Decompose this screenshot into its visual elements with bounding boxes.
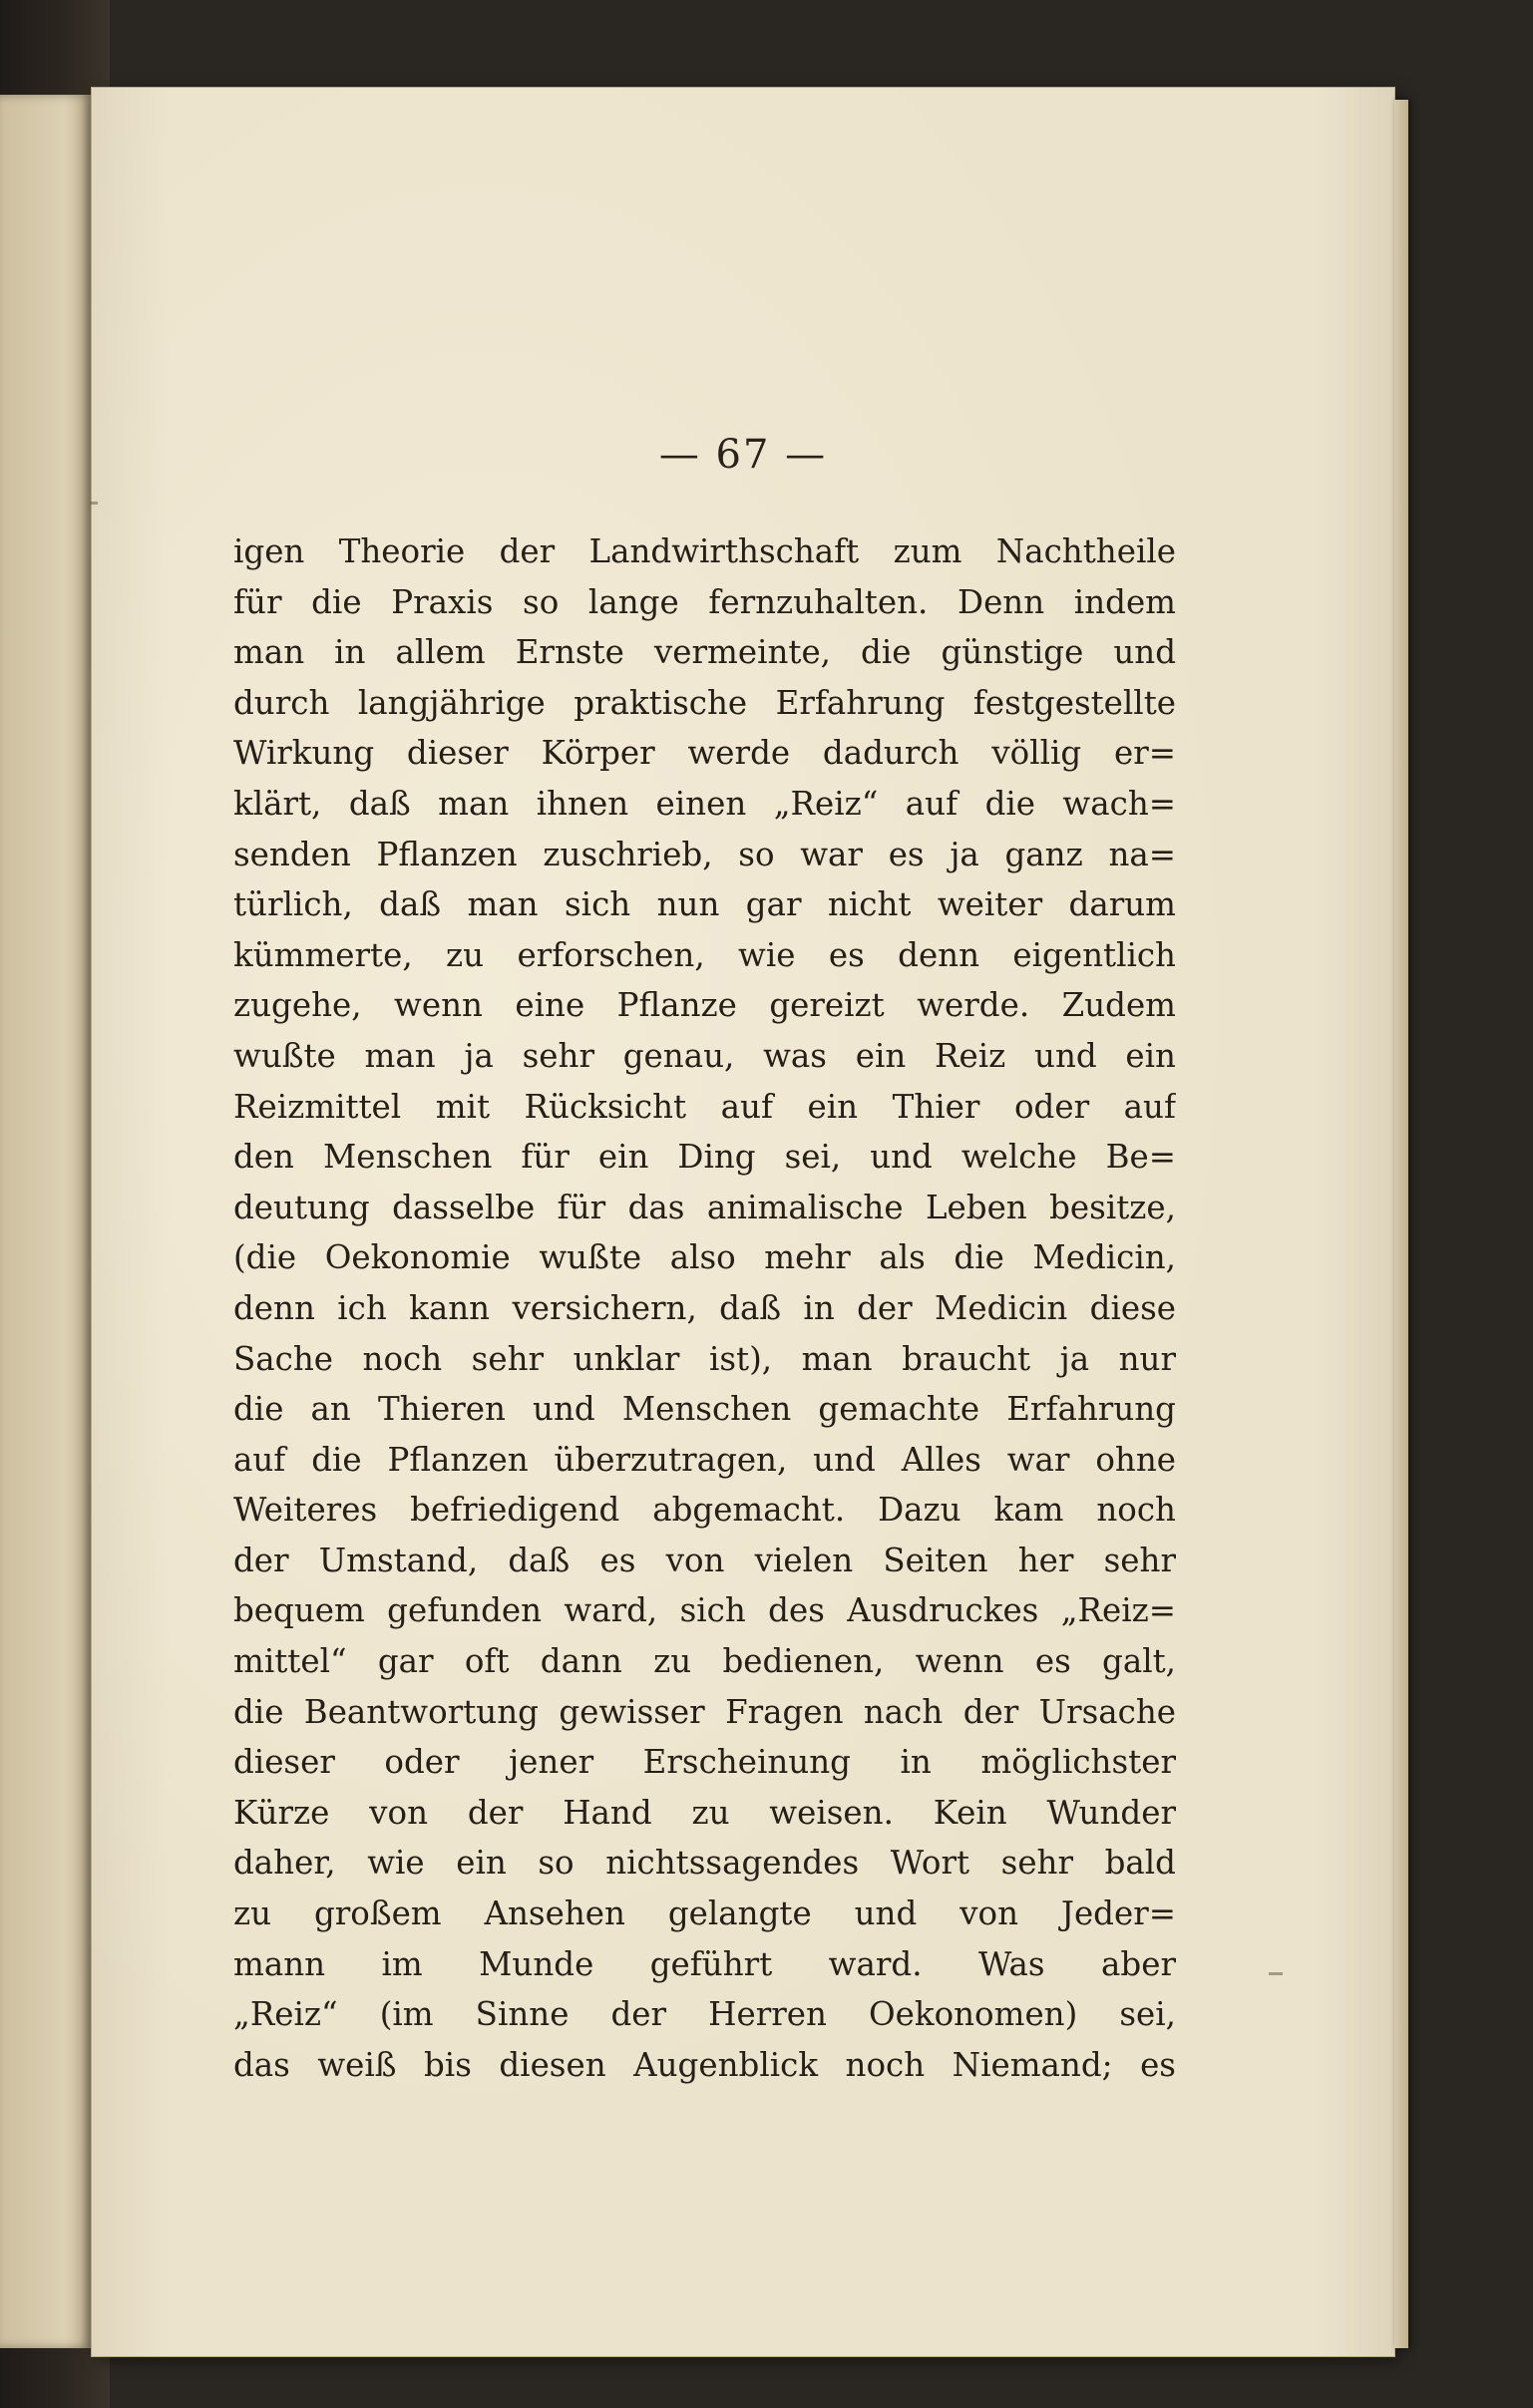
text-line: zu großem Ansehen gelangte und von Jeder= (233, 1894, 1176, 1933)
text-line: „Reiz“ (im Sinne der Herren Oekonomen) sei, (233, 1995, 1176, 2034)
text-line: (die Oekonomie wußte also mehr als die Medicin, (233, 1238, 1176, 1277)
text-line: bequem gefunden ward, sich des Ausdruckes „Reiz= (233, 1591, 1176, 1630)
text-line: denn ich kann versichern, daß in der Medicin diese (233, 1288, 1176, 1327)
text-line: den Menschen für ein Ding sei, und welche Be= (233, 1138, 1176, 1177)
text-line: igen Theorie der Landwirthschaft zum Nachtheile (233, 532, 1176, 570)
text-line: zugehe, wenn eine Pflanze gereizt werde. Zudem (233, 986, 1176, 1025)
text-line: dieser oder jener Erscheinung in möglichster (233, 1743, 1176, 1782)
body-text (233, 526, 1176, 2090)
text-line: der Umstand, daß es von vielen Seiten her sehr (233, 1541, 1176, 1579)
text-line: mittel“ gar oft dann zu bedienen, wenn es galt, (233, 1642, 1176, 1681)
text-line: die Beantwortung gewisser Fragen nach der Ursache (233, 1692, 1176, 1731)
text-line: senden Pflanzen zuschrieb, so war es ja ganz na= (233, 835, 1176, 873)
margin-speck (90, 502, 98, 505)
text-line: daher, wie ein so nichtssagendes Wort sehr bald (233, 1844, 1176, 1883)
text-line: Kürze von der Hand zu weisen. Kein Wunder (233, 1793, 1176, 1832)
text-line: wußte man ja sehr genau, was ein Reiz und ein (233, 1036, 1176, 1075)
facing-page-edge (0, 95, 92, 2348)
text-line: Sache noch sehr unklar ist), man braucht ja nur (233, 1339, 1176, 1378)
text-line: für die Praxis so lange fernzuhalten. Denn indem (233, 582, 1176, 621)
text-line: das weiß bis diesen Augenblick noch Niemand; es (233, 2045, 1176, 2084)
text-line: Reizmittel mit Rücksicht auf ein Thier oder auf (233, 1087, 1176, 1126)
text-line: mann im Munde geführt ward. Was aber (233, 1944, 1176, 1983)
text-line: türlich, daß man sich nun gar nicht weiter darum (233, 885, 1176, 924)
text-line: auf die Pflanzen überzutragen, und Alles war ohne (233, 1440, 1176, 1479)
book-page (92, 88, 1394, 2356)
margin-speck (1269, 1972, 1283, 1975)
text-line: die an Thieren und Menschen gemachte Erfahrung (233, 1390, 1176, 1429)
text-line: kümmerte, zu erforschen, wie es denn eigentlich (233, 935, 1176, 974)
text-line: Weiteres befriedigend abgemacht. Dazu kam noch (233, 1491, 1176, 1530)
text-line: Wirkung dieser Körper werde dadurch völlig er= (233, 734, 1176, 773)
text-line: durch langjährige praktische Erfahrung festgestellte (233, 683, 1176, 722)
text-line: klärt, daß man ihnen einen „Reiz“ auf die wach= (233, 784, 1176, 823)
text-line: deutung dasselbe für das animalische Leben besitze, (233, 1188, 1176, 1226)
page-number: — 67 — (658, 432, 828, 478)
page-edge (1394, 100, 1408, 2348)
text-line: man in allem Ernste vermeinte, die günstige und (233, 633, 1176, 672)
